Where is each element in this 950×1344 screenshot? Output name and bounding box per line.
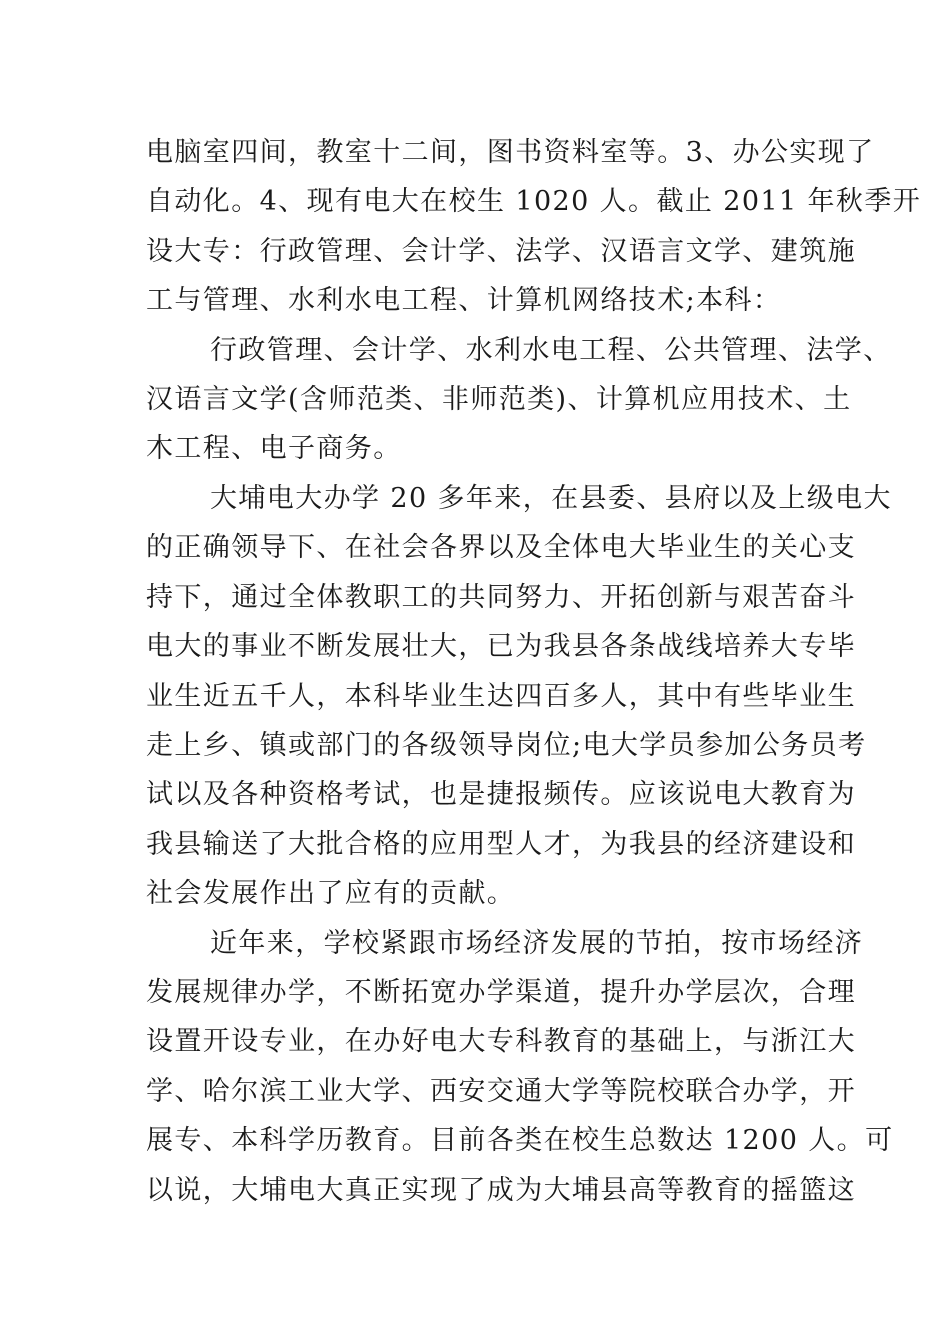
text-line: 学、哈尔滨工业大学、西安交通大学等院校联合办学，开 bbox=[146, 1076, 856, 1107]
text-line: 的正确领导下、在社会各界以及全体电大毕业生的关心支 bbox=[146, 532, 856, 563]
text-line: 社会发展作出了应有的贡献。 bbox=[146, 878, 516, 909]
text-line: 木工程、电子商务。 bbox=[146, 433, 402, 464]
paragraph-first-line: 近年来，学校紧跟市场经济发展的节拍，按市场经济 bbox=[210, 928, 864, 959]
text-line: 电脑室四间，教室十二间，图书资料室等。3、办公实现了 bbox=[146, 137, 875, 168]
text-line: 发展规律办学，不断拓宽办学渠道，提升办学层次，合理 bbox=[146, 977, 856, 1008]
text-line: 工与管理、水利水电工程、计算机网络技术;本科： bbox=[146, 285, 782, 316]
text-line: 电大的事业不断发展壮大，已为我县各条战线培养大专毕 bbox=[146, 631, 856, 662]
text-line: 业生近五千人，本科毕业生达四百多人，其中有些毕业生 bbox=[146, 681, 856, 712]
text-line: 设大专：行政管理、会计学、法学、汉语言文学、建筑施 bbox=[146, 236, 856, 267]
text-line: 我县输送了大批合格的应用型人才，为我县的经济建设和 bbox=[146, 829, 856, 860]
text-line: 设置开设专业，在办好电大专科教育的基础上，与浙江大 bbox=[146, 1026, 856, 1057]
text-line: 持下，通过全体教职工的共同努力、开拓创新与艰苦奋斗 bbox=[146, 582, 856, 613]
text-line: 汉语言文学(含师范类、非师范类)、计算机应用技术、土 bbox=[146, 384, 852, 415]
text-line: 展专、本科学历教育。目前各类在校生总数达 1200 人。可 bbox=[146, 1125, 894, 1156]
paragraph-first-line: 大埔电大办学 20 多年来，在县委、县府以及上级电大 bbox=[210, 483, 892, 514]
text-line: 走上乡、镇或部门的各级领导岗位;电大学员参加公务员考 bbox=[146, 730, 867, 761]
text-line: 试以及各种资格考试，也是捷报频传。应该说电大教育为 bbox=[146, 779, 856, 810]
paragraph-first-line: 行政管理、会计学、水利水电工程、公共管理、法学、 bbox=[210, 335, 892, 366]
text-line: 自动化。4、现有电大在校生 1020 人。截止 2011 年秋季开 bbox=[146, 186, 922, 217]
text-line: 以说，大埔电大真正实现了成为大埔县高等教育的摇篮这 bbox=[146, 1175, 856, 1206]
